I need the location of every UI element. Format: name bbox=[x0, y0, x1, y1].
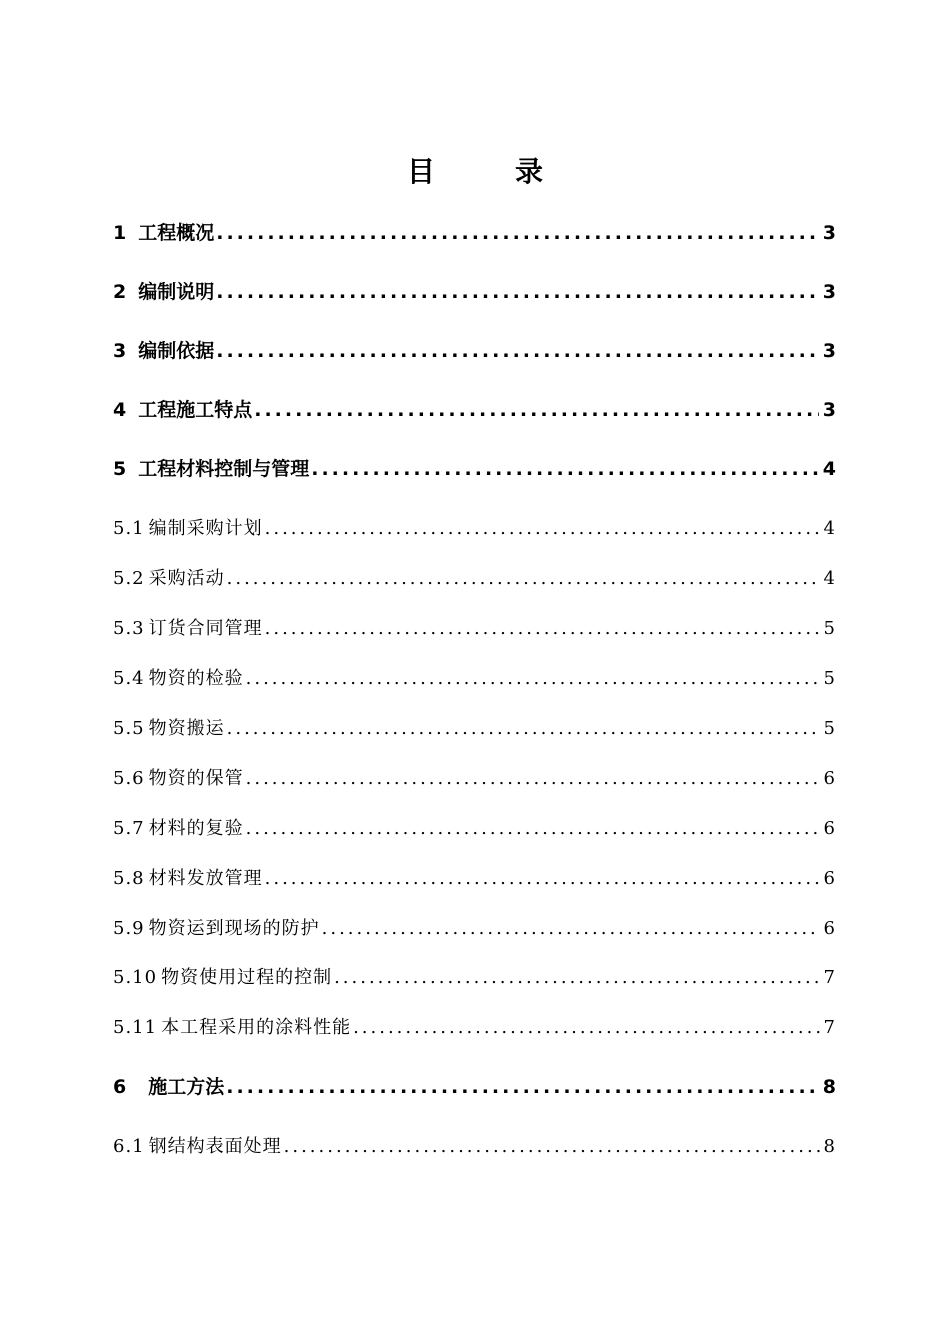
toc-entry-number: 3 bbox=[113, 340, 127, 362]
toc-entry-number: 5.10 bbox=[113, 967, 158, 988]
toc-subentry[interactable] bbox=[113, 714, 836, 744]
toc-leader-dots bbox=[216, 336, 819, 366]
toc-leader-dots bbox=[227, 714, 820, 744]
toc-leader-dots bbox=[265, 614, 820, 644]
toc-leader-dots bbox=[246, 764, 820, 794]
toc-entry-number: 5.11 bbox=[113, 1017, 158, 1038]
toc-leader-dots bbox=[226, 1072, 819, 1102]
toc-entry-number: 5.2 bbox=[113, 568, 145, 589]
toc-entry[interactable] bbox=[113, 336, 836, 366]
toc-entry-page: 3 bbox=[822, 340, 836, 362]
toc-subentry[interactable] bbox=[113, 814, 836, 844]
toc-entry-title: 材料的复验 bbox=[148, 818, 244, 839]
toc-entry-title: 采购活动 bbox=[148, 568, 225, 589]
toc-entry-page: 5 bbox=[823, 668, 836, 689]
toc-entry-title: 工程概况 bbox=[138, 222, 215, 244]
toc-entry-number: 2 bbox=[113, 281, 127, 303]
toc-entry[interactable] bbox=[113, 454, 836, 484]
toc-entry-title: 订货合同管理 bbox=[148, 618, 263, 639]
toc-title-char-1: 目 bbox=[406, 155, 435, 188]
toc-entry-title: 编制采购计划 bbox=[148, 518, 263, 539]
toc-leader-dots bbox=[246, 664, 820, 694]
toc-subentry[interactable] bbox=[113, 1013, 836, 1043]
toc-entry-title: 钢结构表面处理 bbox=[148, 1136, 282, 1157]
toc-entry-page: 4 bbox=[823, 568, 836, 589]
toc-leader-dots bbox=[334, 963, 819, 993]
toc-entry-number: 6 bbox=[113, 1076, 127, 1098]
toc-leader-dots bbox=[322, 914, 820, 944]
toc-title bbox=[0, 152, 950, 192]
toc-entry-page: 6 bbox=[823, 818, 836, 839]
toc-entry[interactable] bbox=[113, 395, 836, 425]
toc-entry-title: 工程材料控制与管理 bbox=[138, 458, 310, 480]
toc-leader-dots bbox=[311, 454, 819, 484]
toc-entry-page: 6 bbox=[823, 768, 836, 789]
toc-entry-number: 1 bbox=[113, 222, 127, 244]
toc-subentry[interactable] bbox=[113, 914, 836, 944]
toc-entry[interactable] bbox=[113, 1072, 836, 1102]
toc-leader-dots bbox=[227, 564, 820, 594]
toc-entry-page: 4 bbox=[823, 518, 836, 539]
toc-entry-title: 编制说明 bbox=[138, 281, 215, 303]
toc-subentry[interactable] bbox=[113, 764, 836, 794]
toc-entry-number: 5.6 bbox=[113, 768, 145, 789]
toc-leader-dots bbox=[254, 395, 819, 425]
toc-subentry[interactable] bbox=[113, 864, 836, 894]
toc-leader-dots bbox=[216, 218, 819, 248]
toc-entry-number: 5.8 bbox=[113, 868, 145, 889]
toc-entry-page: 8 bbox=[823, 1136, 836, 1157]
toc-subentry[interactable] bbox=[113, 1132, 836, 1162]
toc-entry-page: 4 bbox=[822, 458, 836, 480]
toc-entry-page: 3 bbox=[822, 281, 836, 303]
toc-leader-dots bbox=[216, 277, 819, 307]
toc-entry-page: 7 bbox=[823, 1017, 836, 1038]
toc-entry-number: 5.3 bbox=[113, 618, 145, 639]
toc-entry-page: 5 bbox=[823, 718, 836, 739]
toc-entry-page: 7 bbox=[823, 967, 836, 988]
toc-entry[interactable] bbox=[113, 277, 836, 307]
toc-entry-page: 6 bbox=[823, 868, 836, 889]
toc-entry-number: 5.1 bbox=[113, 518, 145, 539]
toc-entry-title: 物资搬运 bbox=[148, 718, 225, 739]
toc-entry-number: 5.4 bbox=[113, 668, 145, 689]
toc-leader-dots bbox=[246, 814, 820, 844]
toc-leader-dots bbox=[265, 514, 820, 544]
toc-entry-title: 编制依据 bbox=[138, 340, 215, 362]
toc-entry-title: 工程施工特点 bbox=[138, 399, 253, 421]
toc-leader-dots bbox=[353, 1013, 819, 1043]
toc-entry-number: 5.5 bbox=[113, 718, 145, 739]
toc-entry-page: 6 bbox=[823, 918, 836, 939]
toc-entry[interactable] bbox=[113, 218, 836, 248]
toc-entry-title: 物资的检验 bbox=[148, 668, 244, 689]
toc-subentry[interactable] bbox=[113, 963, 836, 993]
toc-title-char-2: 录 bbox=[515, 155, 544, 188]
toc-subentry[interactable] bbox=[113, 664, 836, 694]
toc-entry-page: 5 bbox=[823, 618, 836, 639]
toc-entry-number: 5.9 bbox=[113, 918, 145, 939]
toc-entry-page: 3 bbox=[822, 399, 836, 421]
toc-entry-title: 物资使用过程的控制 bbox=[161, 967, 333, 988]
toc-subentry[interactable] bbox=[113, 614, 836, 644]
toc-entry-title: 物资运到现场的防护 bbox=[148, 918, 320, 939]
toc-entry-number: 5.7 bbox=[113, 818, 145, 839]
toc-subentry[interactable] bbox=[113, 564, 836, 594]
toc-leader-dots bbox=[284, 1132, 820, 1162]
toc-entry-number: 6.1 bbox=[113, 1136, 145, 1157]
toc-leader-dots bbox=[265, 864, 820, 894]
toc-entry-title: 材料发放管理 bbox=[148, 868, 263, 889]
toc-entry-title: 本工程采用的涂料性能 bbox=[161, 1017, 352, 1038]
toc-subentry[interactable] bbox=[113, 514, 836, 544]
toc-entry-title: 施工方法 bbox=[148, 1076, 225, 1098]
toc-entry-number: 5 bbox=[113, 458, 127, 480]
toc-entry-title: 物资的保管 bbox=[148, 768, 244, 789]
toc-entry-page: 3 bbox=[822, 222, 836, 244]
toc-entry-number: 4 bbox=[113, 399, 127, 421]
toc-entry-page: 8 bbox=[822, 1076, 836, 1098]
